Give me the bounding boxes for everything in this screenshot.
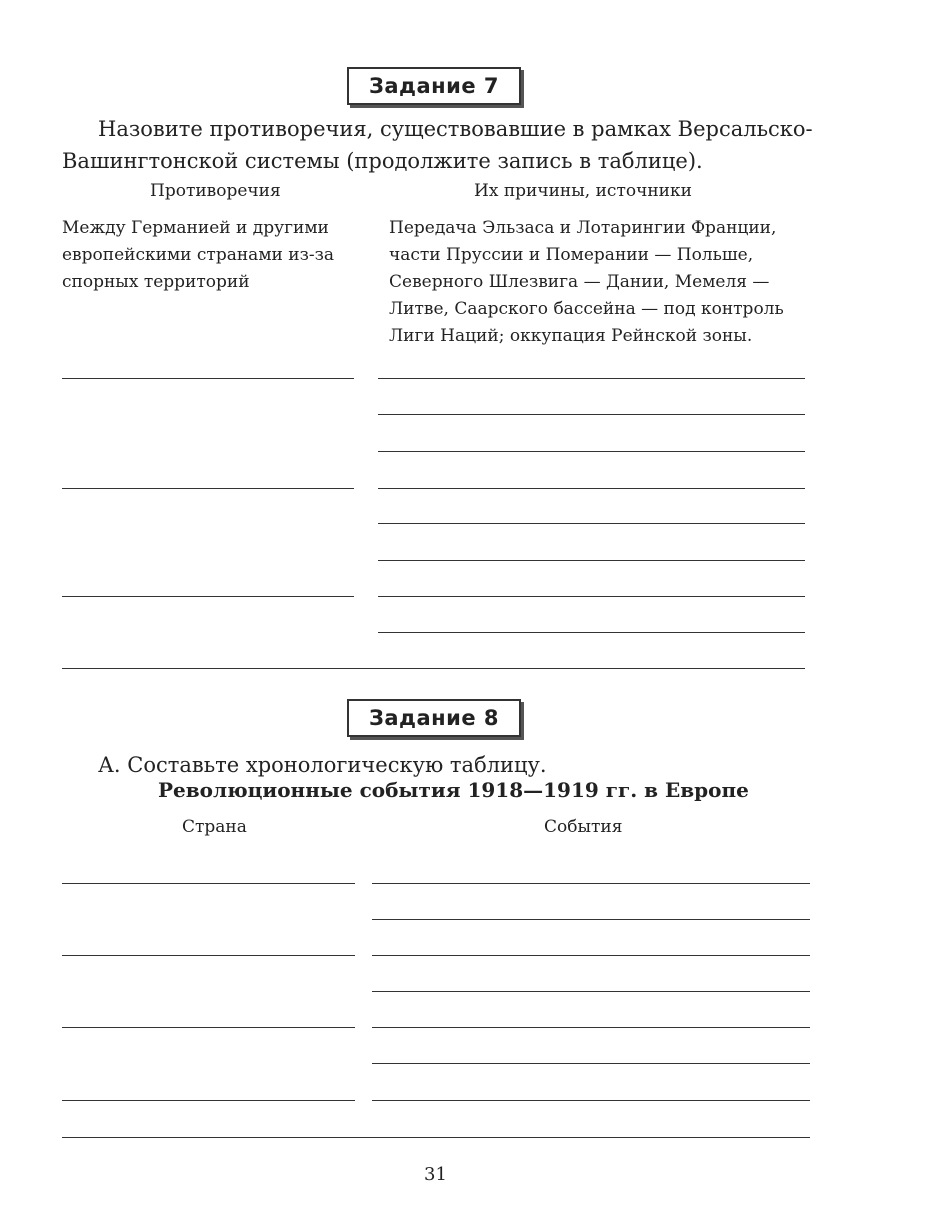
task-7-column-causes: Их причины, источники [474,181,692,201]
task-8-title-text: Задание 8 [368,706,500,730]
answer-line-right[interactable] [372,1063,810,1064]
answer-line-right[interactable] [372,1100,810,1101]
answer-line-left[interactable] [62,378,354,379]
answer-line-right[interactable] [372,1027,810,1028]
text-line: Северного Шлезвига — Дании, Мемеля — [389,272,770,292]
text-line: части Пруссии и Померании — Польше, [389,245,754,265]
task-8-table-title: Революционные события 1918—1919 гг. в Европе [158,778,749,802]
task-7-title-text: Задание 7 [368,74,500,98]
answer-line-left[interactable] [62,1027,355,1028]
part-a-text: Составьте хронологическую таблицу. [127,753,547,777]
answer-line-right[interactable] [378,378,805,379]
task-7-column-contradictions: Противоречия [150,181,281,201]
answer-line-right[interactable] [372,991,810,992]
answer-line-right[interactable] [378,414,805,415]
task-7-prompt-line-2: Вашингтонской системы (продолжите запись в таблице). [62,149,703,173]
task-7-example-contradiction [62,215,334,296]
answer-line-right[interactable] [378,523,805,524]
task-7-title [347,67,521,105]
text-line: европейскими странами из-за [62,245,335,265]
answer-line-full[interactable] [62,668,805,669]
answer-line-left[interactable] [62,1100,355,1101]
task-8-title [347,699,521,737]
answer-line-right[interactable] [372,919,810,920]
answer-line-right[interactable] [372,955,810,956]
page-number: 31 [424,1164,447,1185]
answer-line-right[interactable] [372,883,810,884]
answer-line-full[interactable] [62,1137,810,1138]
answer-line-right[interactable] [378,488,805,489]
task-8-column-country: Страна [182,817,247,837]
text-line: спорных территорий [62,272,250,292]
answer-line-right[interactable] [378,451,805,452]
text-line: Между Германией и другими [62,218,329,238]
answer-line-right[interactable] [378,560,805,561]
answer-line-left[interactable] [62,596,354,597]
task-8-part-a [98,748,547,782]
text-line: Лиги Наций; оккупация Рейнской зоны. [389,326,753,346]
answer-line-right[interactable] [378,632,805,633]
task-7-example-cause [389,215,784,350]
answer-line-left[interactable] [62,955,355,956]
answer-line-left[interactable] [62,883,355,884]
task-8-column-events: События [544,817,623,837]
task-7-prompt-line-1: Назовите противоречия, существовавшие в рамках Версальско- [98,117,813,141]
part-a-label: А. [98,753,121,777]
answer-line-right[interactable] [378,596,805,597]
answer-line-left[interactable] [62,488,354,489]
text-line: Литве, Саарского бассейна — под контроль [389,299,784,319]
text-line: Передача Эльзаса и Лотарингии Франции, [389,218,777,238]
